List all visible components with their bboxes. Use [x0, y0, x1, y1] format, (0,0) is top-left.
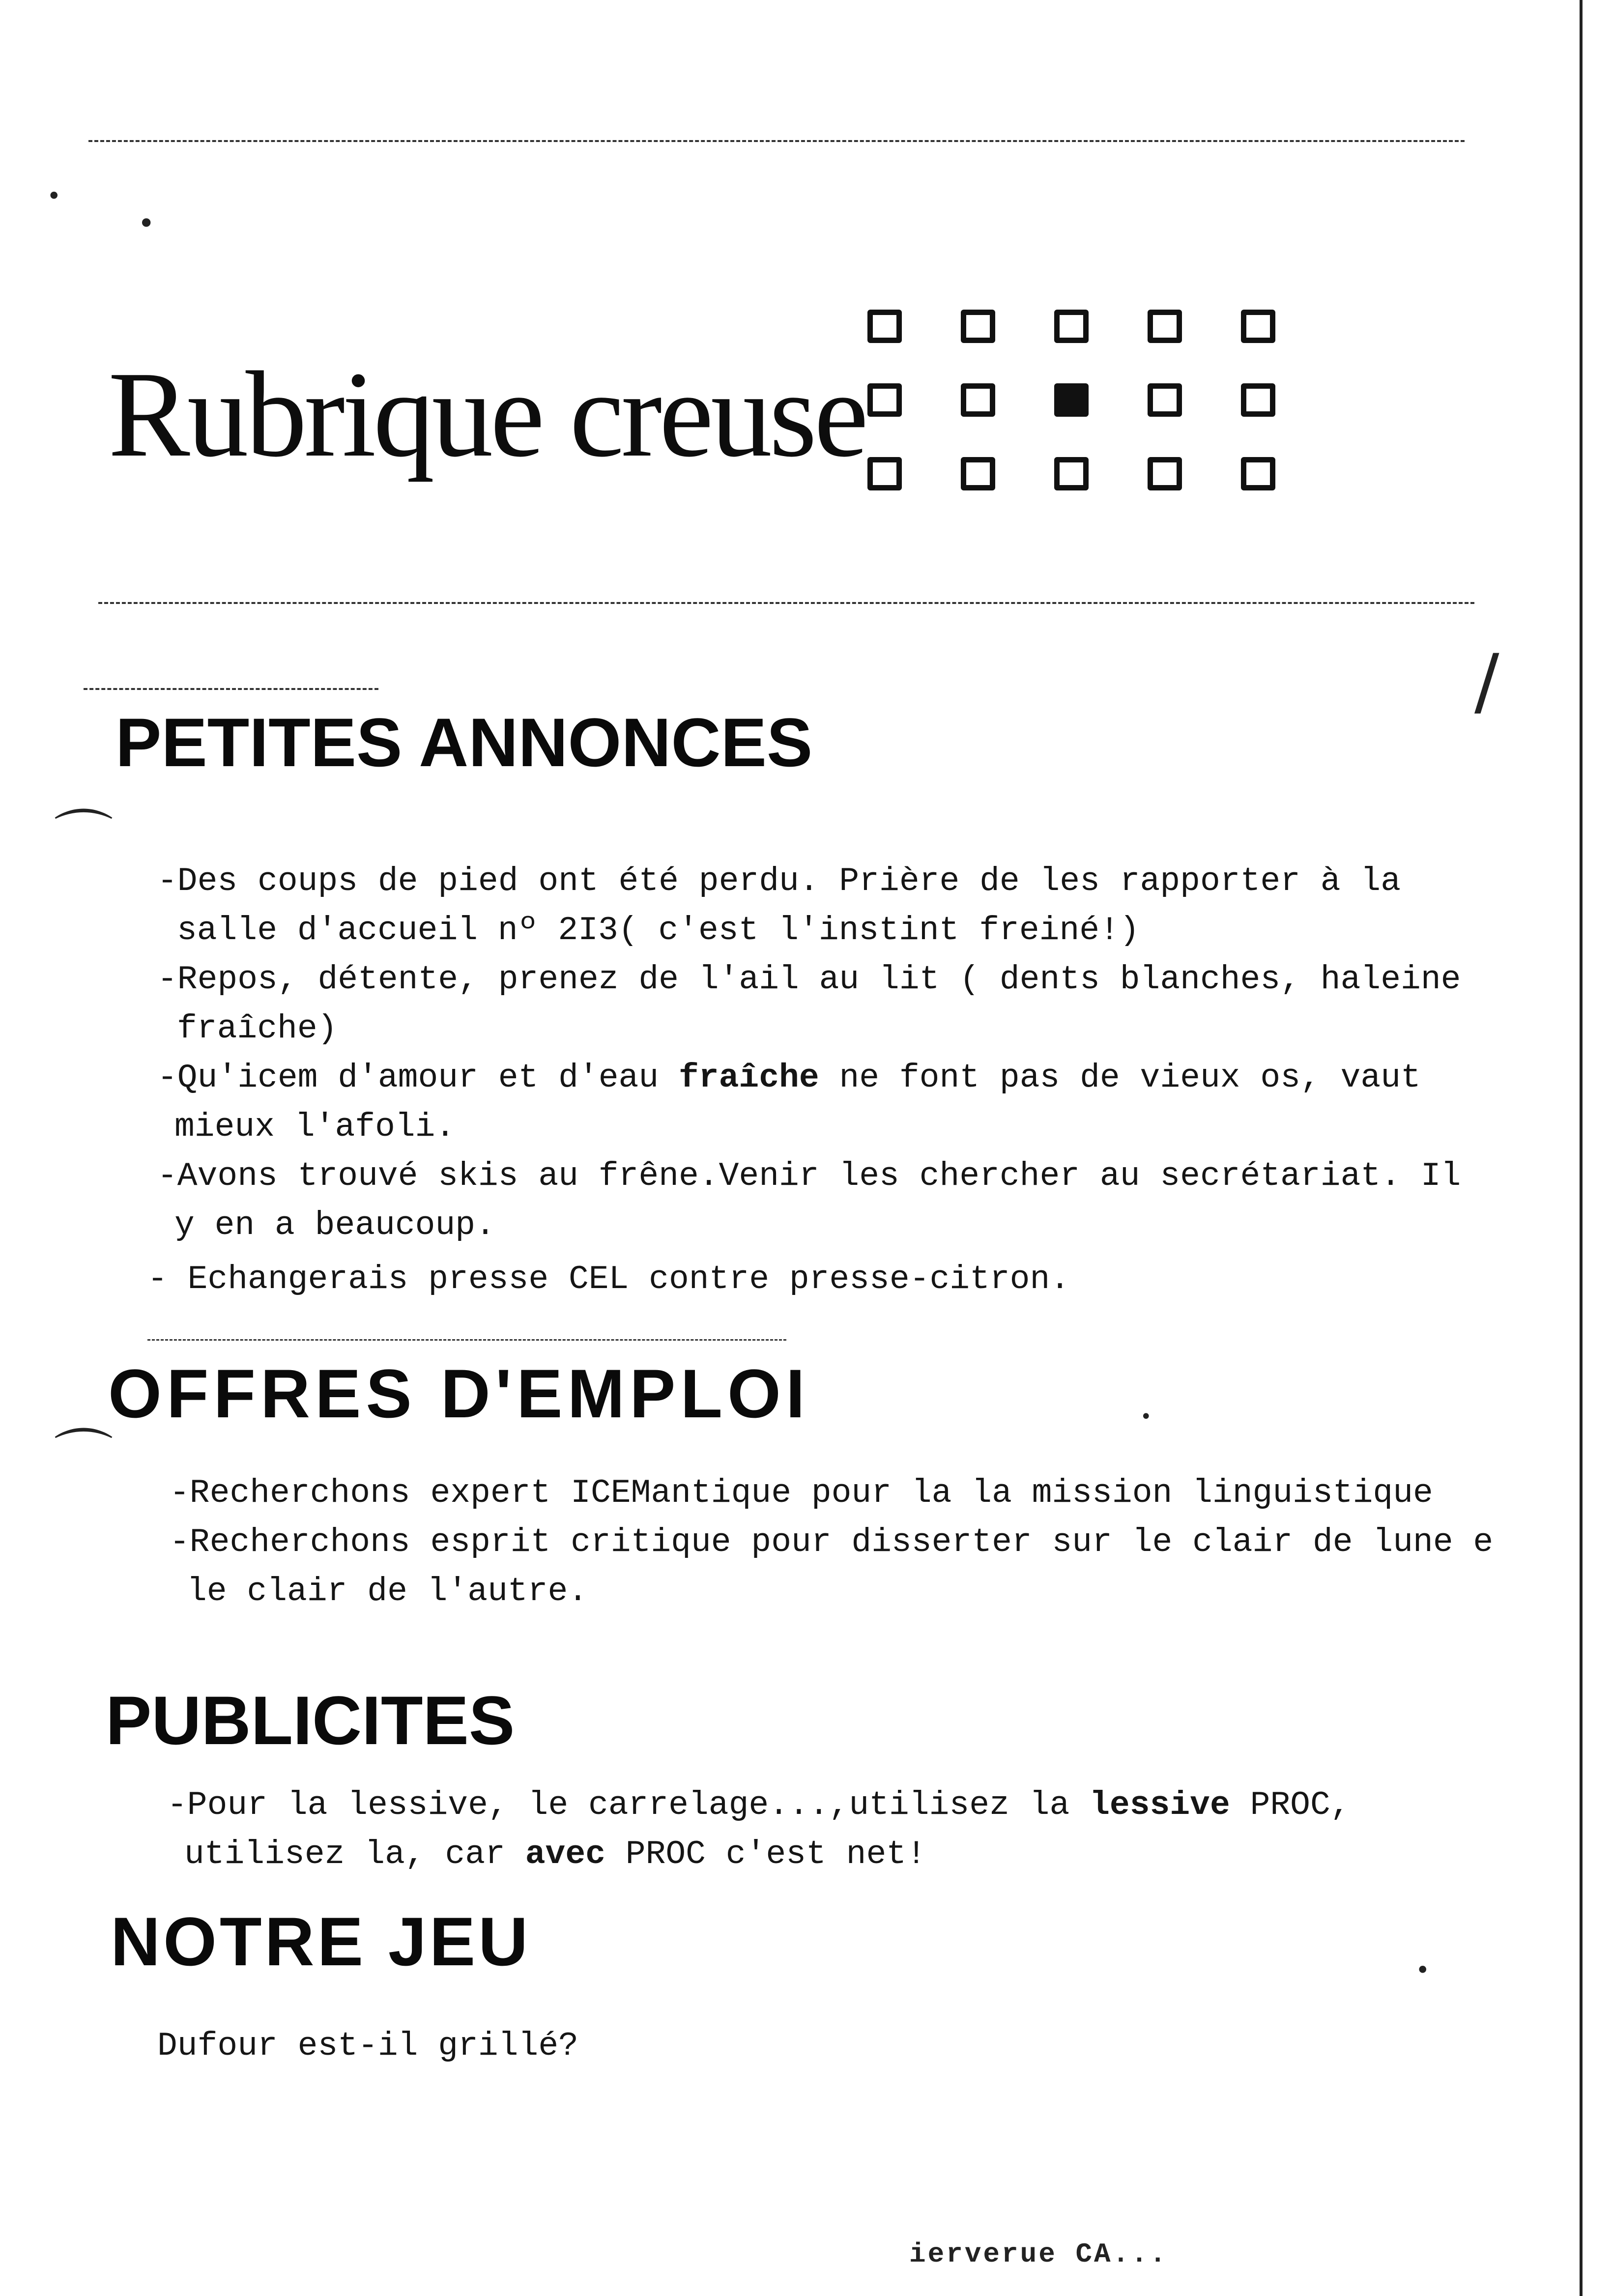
emploi-line: -Recherchons expert ICEMantique pour la la mission linguistique [170, 1474, 1433, 1512]
grid-cell [867, 310, 902, 343]
grid-cell [961, 457, 995, 490]
annonce-text: ne font pas de vieux os, vaut [819, 1059, 1421, 1097]
annonce-line: fraîche) [177, 1010, 338, 1048]
annonce-line: -Repos, détente, prenez de l'ail au lit ( dents blanches, haleine [157, 961, 1461, 999]
heading-offres-emploi: OFFRES D'EMPLOI [108, 1355, 810, 1432]
faint-rule [147, 1339, 786, 1341]
publicite-text: PROC, [1230, 1786, 1351, 1824]
annonce-line: y en a beaucoup. [174, 1206, 495, 1244]
publicite-bold-word: avec [525, 1836, 605, 1873]
grid-cell [1148, 383, 1182, 417]
annonce-line: salle d'accueil nº 2I3( c'est l'instint freiné!) [177, 912, 1140, 949]
grid-cell [867, 383, 902, 417]
publicite-bold-word: lessive [1090, 1786, 1230, 1824]
title-dashed-rule [98, 602, 1474, 604]
grid-cell [961, 310, 995, 343]
publicite-text: -Pour la lessive, le carrelage...,utilisez la [167, 1786, 1090, 1824]
page-edge-line [1580, 0, 1583, 2296]
grid-cell [961, 383, 995, 417]
publicite-text: PROC c'est net! [605, 1836, 926, 1873]
ink-dot: • [1415, 1956, 1430, 1984]
heading-notre-jeu: NOTRE JEU [111, 1903, 531, 1980]
annonce-line: - Echangerais presse CEL contre presse-citron. [147, 1261, 1070, 1298]
footer-stamp: ierverue CA... [909, 2239, 1168, 2270]
section-rule [84, 688, 378, 690]
annonce-bold-word: fraîche [678, 1059, 819, 1097]
annonce-line: -Avons trouvé skis au frêne.Venir les chercher au secrétariat. Il [157, 1157, 1461, 1195]
top-dashed-rule [88, 140, 1465, 142]
heading-petites-annonces: PETITES ANNONCES [115, 704, 813, 781]
grid-cell [867, 457, 902, 490]
publicite-line [167, 1786, 1351, 1824]
grid-cell-filled [1054, 383, 1089, 417]
grid-cell [1148, 310, 1182, 343]
grid-cell [1054, 310, 1089, 343]
grid-cell [1054, 457, 1089, 490]
grid-cell [1241, 457, 1275, 490]
grid-cell [1148, 457, 1182, 490]
ink-dot: • [138, 206, 155, 241]
grid-cell [1241, 383, 1275, 417]
page-title: Rubrique creuse [108, 346, 866, 483]
publicite-line [184, 1836, 926, 1873]
annonce-line: -Des coups de pied ont été perdu. Prière de les rapporter à la [157, 862, 1401, 900]
jeu-line: Dufour est-il grillé? [157, 2027, 578, 2065]
bracket-mark: ⌒ [54, 804, 113, 873]
annonce-text: -Qu'icem d'amour et d'eau [157, 1059, 679, 1097]
slash-mark: / [1474, 639, 1499, 724]
emploi-line: -Recherchons esprit critique pour disserter sur le clair de lune e [170, 1523, 1494, 1561]
publicite-text: utilisez la, car [184, 1836, 525, 1873]
emploi-line: le clair de l'autre. [187, 1573, 588, 1610]
ink-dot: • [1140, 1406, 1152, 1428]
ink-mark: • [47, 182, 61, 210]
annonce-line [157, 1059, 1421, 1097]
grid-cell [1241, 310, 1275, 343]
annonce-line: mieux l'afoli. [174, 1108, 456, 1146]
heading-publicites: PUBLICITES [106, 1682, 515, 1759]
bracket-mark: ⌒ [54, 1424, 113, 1492]
